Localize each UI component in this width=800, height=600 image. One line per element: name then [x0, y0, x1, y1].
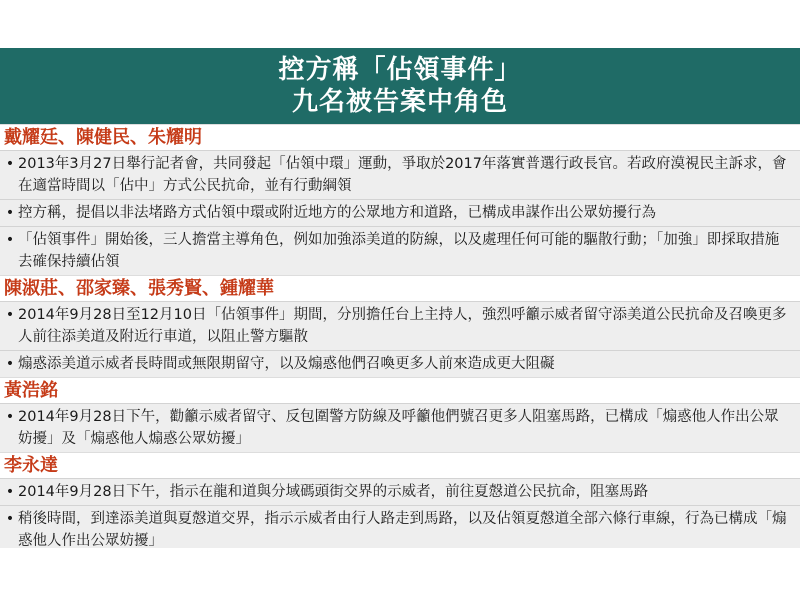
section-heading: 李永達 [0, 452, 800, 478]
list-item-text: 煽惑添美道示威者長時間或無限期留守，以及煽惑他們召喚更多人前來造成更大阻礙 [18, 356, 555, 372]
list-item-text: 2014年9月28日下午，指示在龍和道與分域碼頭街交界的示威者，前往夏慤道公民抗命，阻塞馬路 [18, 484, 649, 500]
info-card [0, 48, 800, 548]
list-item [0, 478, 800, 505]
list-item [0, 505, 800, 554]
section-tanya-shiu-chung [0, 275, 800, 377]
bullet-icon: • [5, 232, 15, 248]
title-line-1: 控方稱「佔領事件」 [278, 55, 522, 85]
section-raphael-wong [0, 377, 800, 452]
list-item [0, 226, 800, 275]
bullet-icon: • [5, 409, 15, 425]
title-banner [0, 48, 800, 124]
bullet-icon: • [5, 156, 15, 172]
section-heading: 戴耀廷、陳健民、朱耀明 [0, 124, 800, 150]
section-heading: 黃浩銘 [0, 377, 800, 403]
bullet-icon: • [5, 356, 15, 372]
bullet-icon: • [5, 484, 15, 500]
section-lee-wing-tat [0, 452, 800, 554]
title-line-2: 九名被告案中角色 [291, 87, 508, 117]
bullet-icon: • [5, 511, 15, 527]
list-item-text: 「佔領事件」開始後，三人擔當主導角色，例如加強添美道的防線，以及處理任何可能的驅散行動；「加強」即採取措施去確保持續佔領 [18, 232, 780, 270]
list-item [0, 199, 800, 226]
list-item [0, 150, 800, 199]
list-item [0, 350, 800, 377]
list-item-text: 2014年9月28日至12月10日「佔領事件」期間，分別擔任台上主持人，強烈呼籲示威者留守添美道公民抗命及召喚更多人前往添美道及附近行車道，以阻止警方驅散 [18, 307, 787, 345]
list-item-text: 控方稱，提倡以非法堵路方式佔領中環或附近地方的公眾地方和道路，已構成串謀作出公眾妨擾行為 [18, 205, 656, 221]
list-item-text: 2014年9月28日下午，勸籲示威者留守、反包圍警方防線及呼籲他們號召更多人阻塞馬路，已構成「煽惑他人作出公眾妨擾」及「煽惑他人煽惑公眾妨擾」 [18, 409, 779, 447]
bullet-icon: • [5, 307, 15, 323]
list-item-text: 稍後時間，到達添美道與夏慤道交界，指示示威者由行人路走到馬路，以及佔領夏慤道全部六條行車線，行為已構成「煽惑他人作出公眾妨擾」 [18, 511, 787, 549]
section-dai-chan-chu [0, 124, 800, 275]
bullet-icon: • [5, 205, 15, 221]
section-heading: 陳淑莊、邵家臻、張秀賢、鍾耀華 [0, 275, 800, 301]
list-item-text: 2013年3月27日舉行記者會，共同發起「佔領中環」運動，爭取於2017年落實普選行政長官。若政府漠視民主訴求，會在適當時間以「佔中」方式公民抗命，並有行動綱領 [18, 156, 787, 194]
list-item [0, 301, 800, 350]
list-item [0, 403, 800, 452]
